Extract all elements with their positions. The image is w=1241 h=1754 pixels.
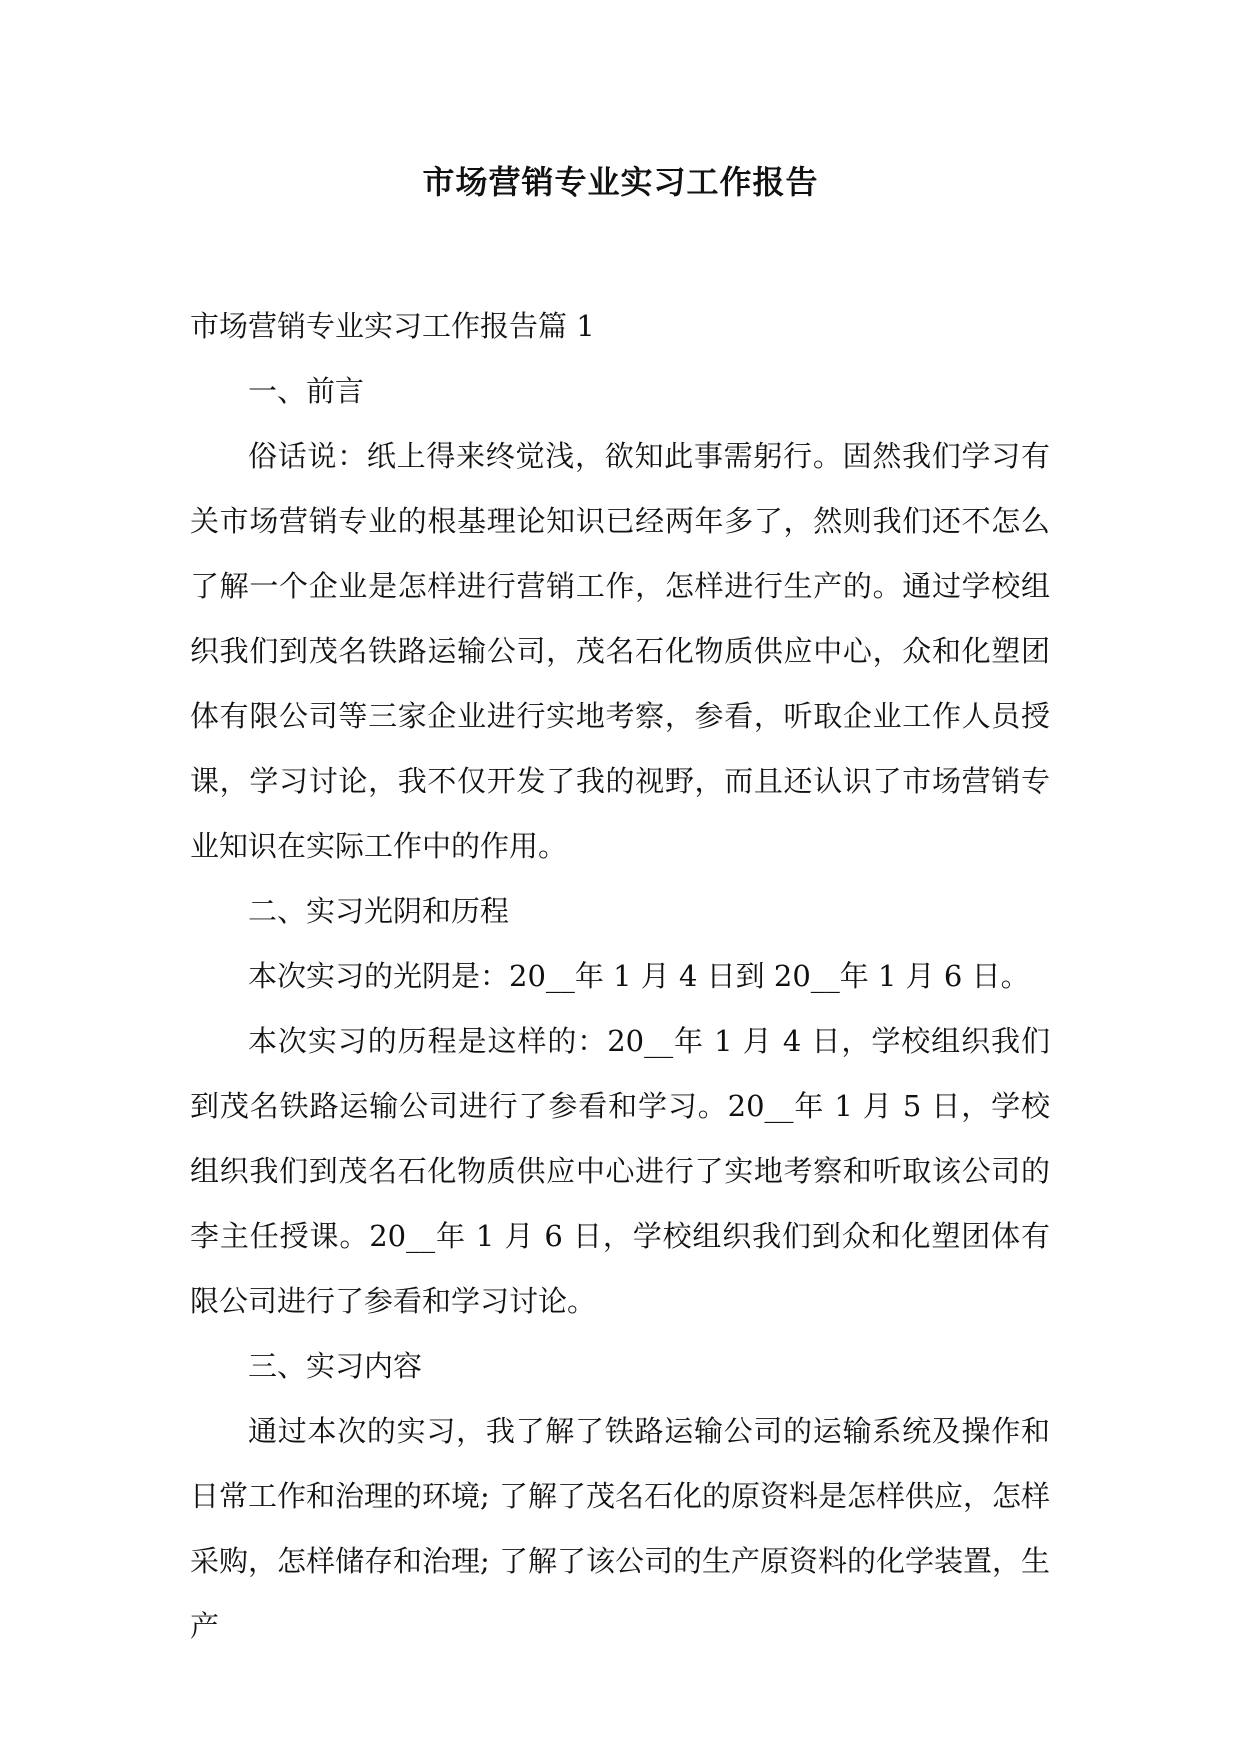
paragraph-internship-content: 通过本次的实习，我了解了铁路运输公司的运输系统及操作和日常工作和治理的环境; 了解了茂名石化的原资料是怎样供应，怎样采购，怎样储存和治理; 了解了该公司的生产原资料的化学装置，生产: [190, 1414, 1050, 1643]
section-subtitle: 市场营销专业实习工作报告篇 1: [190, 309, 595, 343]
heading-preface: 一、前言: [248, 374, 365, 408]
heading-internship-content: 三、实习内容: [248, 1349, 423, 1383]
paragraph-internship-time: 本次实习的光阴是：20__年 1 月 4 日到 20__年 1 月 6 日。: [248, 959, 1030, 993]
document-body: [190, 294, 1050, 1659]
paragraph-internship-process: 本次实习的历程是这样的：20__年 1 月 4 日，学校组织我们到茂名铁路运输公司进行了参看和学习。20__年 1 月 5 日，学校组织我们到茂名石化物质供应中心进行了实地考察和听取该公司的李主任授课。20__年 1 月 6 日，学校组织我们到众和化塑团体有限公司进行了参看和学习讨论。: [190, 1024, 1050, 1318]
paragraph-preface: 俗话说：纸上得来终觉浅，欲知此事需躬行。固然我们学习有关市场营销专业的根基理论知识已经两年多了，然则我们还不怎么了解一个企业是怎样进行营销工作，怎样进行生产的。通过学校组织我们到茂名铁路运输公司，茂名石化物质供应中心，众和化塑团体有限公司等三家企业进行实地考察，参看，听取企业工作人员授课，学习讨论，我不仅开发了我的视野，而且还认识了市场营销专业知识在实际工作中的作用。: [190, 439, 1050, 863]
heading-internship-time: 二、实习光阴和历程: [248, 894, 510, 928]
document-title: 市场营销专业实习工作报告: [422, 163, 819, 201]
